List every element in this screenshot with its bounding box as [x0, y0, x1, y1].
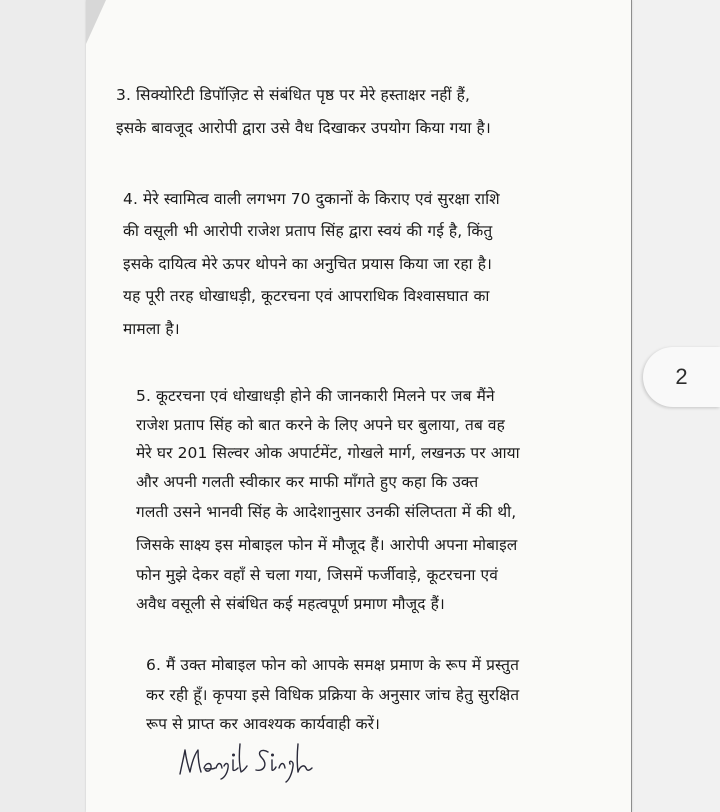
paragraph-line: कर रही हूँ। कृपया इसे विधिक प्रक्रिया के अनुसार जांच हेतु सुरक्षित — [146, 686, 520, 704]
paragraph-line: 5. कूटरचना एवं धोखाधड़ी होने की जानकारी मिलने पर जब मैंने — [136, 387, 495, 405]
paragraph-line: राजेश प्रताप सिंह को बात करने के लिए अपने घर बुलाया, तब वह — [136, 416, 505, 434]
paragraph-line: 4. मेरे स्वामित्व वाली लगभग 70 दुकानों के किराए एवं सुरक्षा राशि — [123, 190, 500, 208]
paragraph-line: इसके दायित्व मेरे ऊपर थोपने का अनुचित प्रयास किया जा रहा है। — [123, 255, 492, 273]
paragraph-line: मेरे घर 201 सिल्वर ओक अपार्टमेंट, गोखले मार्ग, लखनऊ पर आया — [136, 444, 520, 462]
paragraph-line: इसके बावजूद आरोपी द्वारा उसे वैध दिखाकर उपयोग किया गया है। — [116, 119, 491, 137]
paragraph-line: जिसके साक्ष्य इस मोबाइल फोन में मौजूद हैं। आरोपी अपना मोबाइल — [136, 536, 518, 554]
paragraph-line: फोन मुझे देकर वहाँ से चला गया, जिसमें फर्जीवाड़े, कूटरचना एवं — [136, 566, 498, 584]
page-corner-fold — [86, 0, 106, 44]
paragraph-line: यह पूरी तरह धोखाधड़ी, कूटरचना एवं आपराधिक विश्वासघात का — [123, 287, 490, 305]
paragraph-line: मामला है। — [123, 320, 180, 338]
paragraph-line: रूप से प्राप्त कर आवश्यक कार्यवाही करें। — [146, 715, 381, 733]
paragraph-line: की वसूली भी आरोपी राजेश प्रताप सिंह द्वारा स्वयं की गई है, किंतु — [123, 222, 493, 240]
paragraph-line: 6. मैं उक्त मोबाइल फोन को आपके समक्ष प्रमाण के रूप में प्रस्तुत — [146, 656, 520, 674]
paragraph-line: 3. सिक्योरिटी डिपॉज़िट से संबंधित पृष्ठ पर मेरे हस्ताक्षर नहीं हैं, — [116, 86, 471, 104]
paragraph-line: और अपनी गलती स्वीकार कर माफी माँगते हुए कहा कि उक्त — [136, 473, 479, 491]
page-number-badge[interactable]: 2 — [643, 347, 720, 407]
page-edge — [631, 0, 632, 812]
paragraph-line: गलती उसने भानवी सिंह के आदेशानुसार उनकी संलिप्तता में की थी, — [136, 503, 517, 521]
handwritten-signature — [176, 738, 346, 784]
paragraph-line: अवैध वसूली से संबंधित कई महत्वपूर्ण प्रमाण मौजूद हैं। — [136, 595, 445, 613]
